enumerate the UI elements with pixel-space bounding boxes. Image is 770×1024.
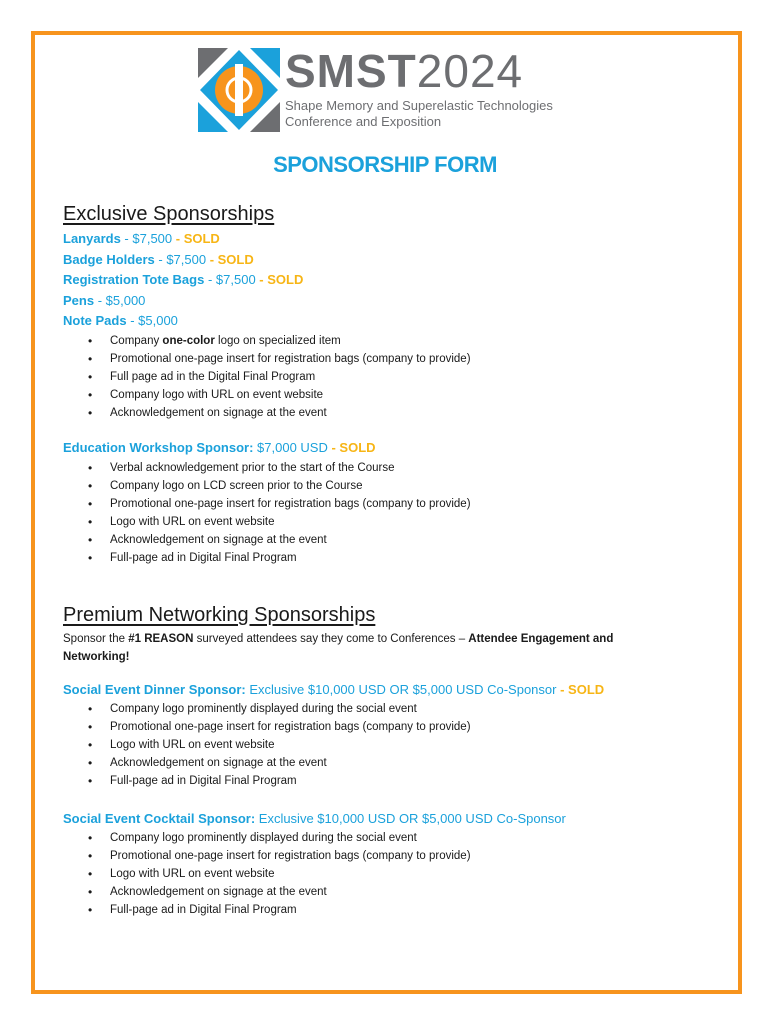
exclusive-item-lanyards: Lanyards - $7,500 - SOLD (63, 231, 220, 246)
list-item: • Promotional one-page insert for registration bags (company to provide) (88, 350, 471, 368)
exclusive-item-badge-holders: Badge Holders - $7,500 - SOLD (63, 252, 254, 267)
list-item: • Acknowledgement on signage at the event (88, 404, 471, 422)
exclusive-benefits-list (88, 332, 471, 422)
list-item: • Logo with URL on event website (88, 865, 471, 883)
list-item: • Acknowledgement on signage at the event (88, 531, 471, 549)
list-item: • Acknowledgement on signage at the event (88, 754, 471, 772)
smst-logo (198, 46, 578, 132)
list-item: • Company one-color logo on specialized item (88, 332, 471, 350)
premium-intro: Sponsor the #1 REASON surveyed attendees say they come to Conferences – Attendee Engagement and Networking! (63, 633, 614, 663)
dinner-sponsor-heading: Social Event Dinner Sponsor: Exclusive $10,000 USD OR $5,000 USD Co-Sponsor - SOLD (63, 682, 605, 697)
list-item: • Company logo prominently displayed during the social event (88, 700, 471, 718)
list-item: • Company logo on LCD screen prior to the Course (88, 477, 471, 495)
education-benefits-list (88, 459, 471, 567)
list-item: • Logo with URL on event website (88, 513, 471, 531)
exclusive-item-pens: Pens - $5,000 (63, 293, 146, 308)
exclusive-item-note-pads: Note Pads - $5,000 (63, 313, 178, 328)
list-item: • Promotional one-page insert for registration bags (company to provide) (88, 495, 471, 513)
premium-heading: Premium Networking Sponsorships (63, 604, 376, 626)
education-sponsor-heading: Education Workshop Sponsor: $7,000 USD - SOLD (63, 440, 376, 455)
list-item: • Acknowledgement on signage at the event (88, 883, 471, 901)
list-item: • Full-page ad in Digital Final Program (88, 772, 471, 790)
cocktail-sponsor-heading: Social Event Cocktail Sponsor: Exclusive $10,000 USD OR $5,000 USD Co-Sponsor (63, 811, 566, 826)
logo-subtitle-line1: Shape Memory and Superelastic Technologies (285, 98, 553, 113)
list-item: • Company logo prominently displayed during the social event (88, 829, 471, 847)
logo-year: 2024 (416, 45, 524, 97)
list-item: • Full page ad in the Digital Final Program (88, 368, 471, 386)
list-item: • Verbal acknowledgement prior to the start of the Course (88, 459, 471, 477)
logo-subtitle-line2: Conference and Exposition (285, 114, 442, 129)
list-item: • Promotional one-page insert for registration bags (company to provide) (88, 718, 471, 736)
list-item: • Full-page ad in Digital Final Program (88, 901, 471, 919)
logo-wordmark (285, 46, 523, 96)
exclusive-heading: Exclusive Sponsorships (63, 203, 275, 225)
logo-name: SMST (285, 45, 417, 97)
list-item: • Company logo with URL on event website (88, 386, 471, 404)
list-item: • Full-page ad in Digital Final Program (88, 549, 471, 567)
page-title: SPONSORSHIP FORM (273, 152, 497, 177)
cocktail-benefits-list (88, 829, 471, 919)
dinner-benefits-list (88, 700, 471, 790)
exclusive-item-tote-bags: Registration Tote Bags - $7,500 - SOLD (63, 272, 304, 287)
list-item: • Promotional one-page insert for registration bags (company to provide) (88, 847, 471, 865)
smst-logo-mark-icon (198, 48, 280, 132)
list-item: • Logo with URL on event website (88, 736, 471, 754)
